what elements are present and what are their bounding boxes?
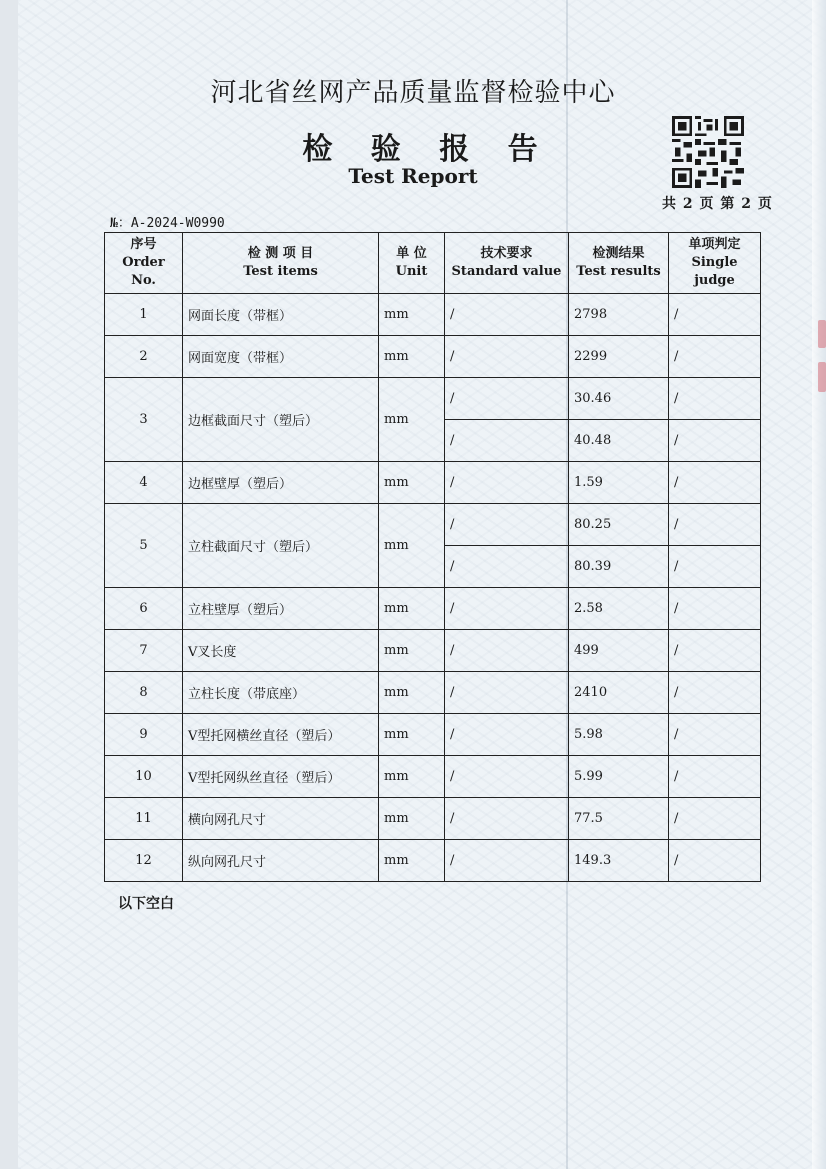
test-item-cell: 横向网孔尺寸 [183, 798, 379, 840]
unit-cell: mm [379, 630, 445, 672]
test-result-cell: 2.58 [569, 588, 669, 630]
single-judge-cell: / [669, 546, 761, 588]
standard-value-cell: / [445, 294, 569, 336]
order-no-cell: 3 [105, 378, 183, 462]
standard-value-cell: / [445, 588, 569, 630]
order-no-cell: 6 [105, 588, 183, 630]
report-title-en: Test Report [348, 164, 478, 188]
order-no-cell: 4 [105, 462, 183, 504]
unit-cell: mm [379, 714, 445, 756]
standard-value-cell: / [445, 378, 569, 420]
test-item-cell: V型托网纵丝直径（塑后） [183, 756, 379, 798]
standard-value-cell: / [445, 672, 569, 714]
test-result-cell: 149.3 [569, 840, 669, 882]
table-row [105, 714, 761, 756]
test-item-cell: 立柱长度（带底座） [183, 672, 379, 714]
test-result-cell: 499 [569, 630, 669, 672]
blank-below-note: 以下空白 [118, 896, 174, 912]
test-result-cell: 5.98 [569, 714, 669, 756]
standard-value-cell: / [445, 546, 569, 588]
test-item-cell: 网面宽度（带框） [183, 336, 379, 378]
unit-cell: mm [379, 756, 445, 798]
single-judge-cell: / [669, 504, 761, 546]
standard-value-cell: / [445, 336, 569, 378]
standard-value-cell: / [445, 420, 569, 462]
unit-cell: mm [379, 378, 445, 462]
single-judge-cell: / [669, 378, 761, 420]
unit-cell: mm [379, 504, 445, 588]
table-row [105, 504, 761, 546]
single-judge-cell: / [669, 462, 761, 504]
test-result-cell: 77.5 [569, 798, 669, 840]
column-header-test-results: 检测结果 Test results [569, 233, 669, 294]
table-row [105, 294, 761, 336]
standard-value-cell: / [445, 840, 569, 882]
column-header-single-judge: 单项判定 Single judge [669, 233, 761, 294]
test-result-cell: 40.48 [569, 420, 669, 462]
single-judge-cell: / [669, 714, 761, 756]
single-judge-cell: / [669, 336, 761, 378]
column-header-unit: 单 位 Unit [379, 233, 445, 294]
stamp-edge [818, 362, 826, 392]
table-row [105, 672, 761, 714]
report-title-cn: 检 验 报 告 [302, 132, 552, 167]
report-number: №：A-2024-W0990 [110, 216, 225, 231]
order-no-cell: 11 [105, 798, 183, 840]
table-row [105, 630, 761, 672]
table-row [105, 336, 761, 378]
test-result-cell: 2798 [569, 294, 669, 336]
unit-cell: mm [379, 840, 445, 882]
table-row [105, 462, 761, 504]
standard-value-cell: / [445, 798, 569, 840]
test-result-cell: 2299 [569, 336, 669, 378]
order-no-cell: 7 [105, 630, 183, 672]
test-result-cell: 5.99 [569, 756, 669, 798]
test-results-table [104, 232, 761, 882]
unit-cell: mm [379, 462, 445, 504]
qr-code-icon[interactable] [672, 116, 744, 188]
unit-cell: mm [379, 294, 445, 336]
column-header-test-items: 检 测 项 目 Test items [183, 233, 379, 294]
table-header-row [105, 233, 761, 294]
single-judge-cell: / [669, 672, 761, 714]
unit-cell: mm [379, 672, 445, 714]
order-no-cell: 5 [105, 504, 183, 588]
order-no-cell: 9 [105, 714, 183, 756]
page-indicator: 共 2 页 第 2 页 [662, 196, 773, 212]
test-item-cell: 网面长度（带框） [183, 294, 379, 336]
order-no-cell: 10 [105, 756, 183, 798]
standard-value-cell: / [445, 504, 569, 546]
standard-value-cell: / [445, 630, 569, 672]
test-item-cell: 立柱壁厚（塑后） [183, 588, 379, 630]
standard-value-cell: / [445, 462, 569, 504]
unit-cell: mm [379, 336, 445, 378]
table-row [105, 378, 761, 420]
order-no-cell: 8 [105, 672, 183, 714]
single-judge-cell: / [669, 630, 761, 672]
single-judge-cell: / [669, 756, 761, 798]
test-item-cell: V叉长度 [183, 630, 379, 672]
order-no-cell: 1 [105, 294, 183, 336]
single-judge-cell: / [669, 798, 761, 840]
stamp-edge [818, 320, 826, 348]
table-row [105, 756, 761, 798]
table-row [105, 588, 761, 630]
test-result-cell: 30.46 [569, 378, 669, 420]
unit-cell: mm [379, 588, 445, 630]
order-no-cell: 12 [105, 840, 183, 882]
test-item-cell: V型托网横丝直径（塑后） [183, 714, 379, 756]
test-item-cell: 立柱截面尺寸（塑后） [183, 504, 379, 588]
order-no-cell: 2 [105, 336, 183, 378]
test-item-cell: 边框截面尺寸（塑后） [183, 378, 379, 462]
standard-value-cell: / [445, 756, 569, 798]
table-row [105, 840, 761, 882]
single-judge-cell: / [669, 588, 761, 630]
test-result-cell: 1.59 [569, 462, 669, 504]
table-row [105, 798, 761, 840]
single-judge-cell: / [669, 840, 761, 882]
test-result-cell: 80.25 [569, 504, 669, 546]
organization-name: 河北省丝网产品质量监督检验中心 [210, 78, 616, 108]
unit-cell: mm [379, 798, 445, 840]
standard-value-cell: / [445, 714, 569, 756]
single-judge-cell: / [669, 420, 761, 462]
column-header-standard-value: 技术要求 Standard value [445, 233, 569, 294]
test-item-cell: 边框壁厚（塑后） [183, 462, 379, 504]
test-result-cell: 2410 [569, 672, 669, 714]
single-judge-cell: / [669, 294, 761, 336]
test-item-cell: 纵向网孔尺寸 [183, 840, 379, 882]
column-header-order-no: 序号 Order No. [105, 233, 183, 294]
test-result-cell: 80.39 [569, 546, 669, 588]
